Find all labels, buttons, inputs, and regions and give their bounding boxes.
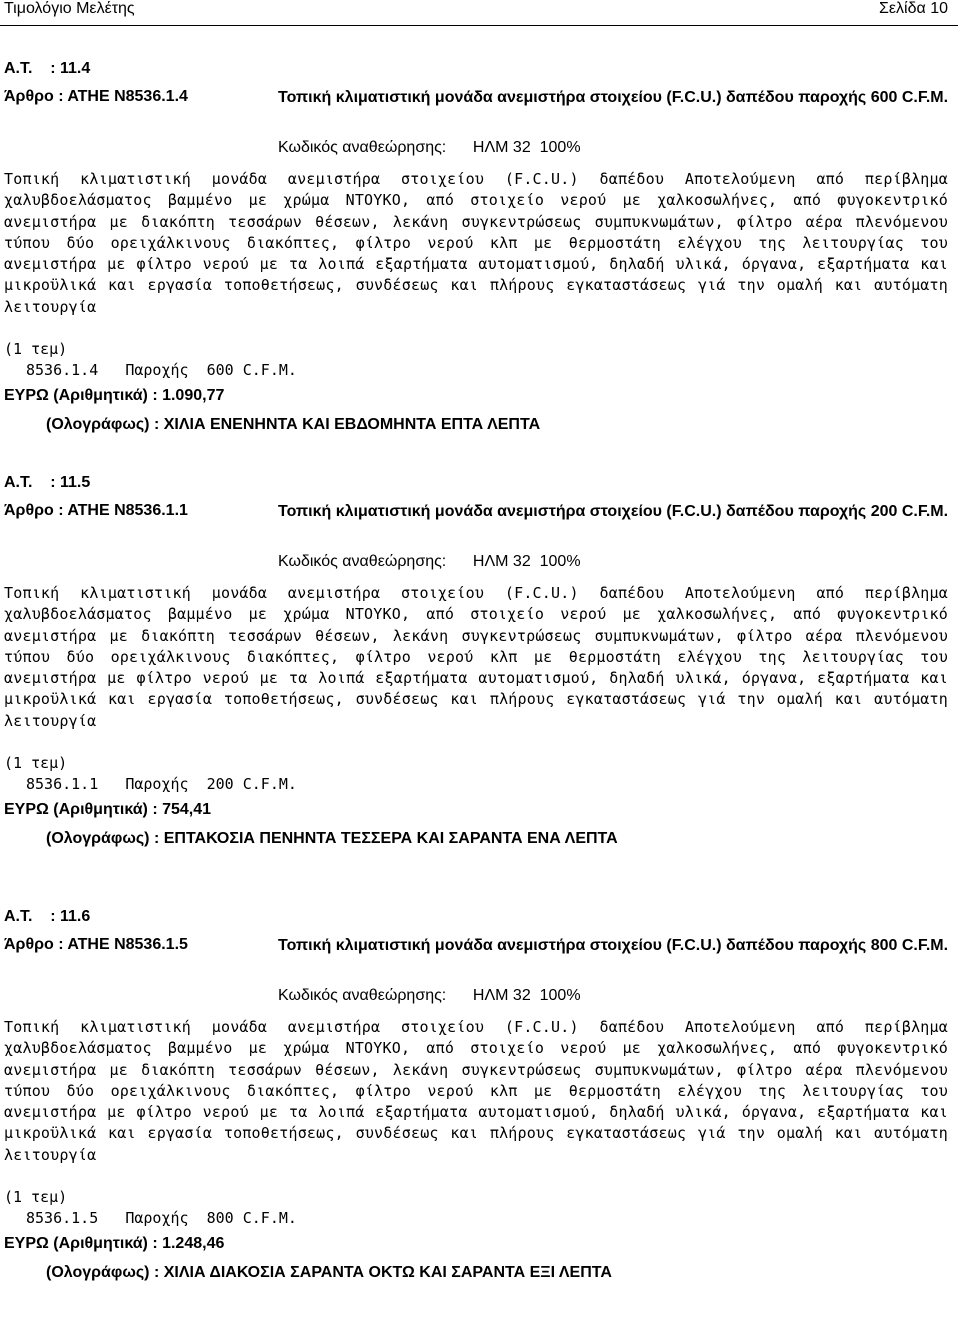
- page-header: [0, 0, 960, 28]
- price-item-11-6: [0, 908, 960, 1308]
- item-description: Τοπική κλιματιστική μονάδα ανεμιστήρα στοιχείου (F.C.U.) δαπέδου Αποτελούμενη από περίβλημα χαλυβδοελάσματος βαμμένο με χρώμα ΝΤΟΥΚΟ, από στοιχείο νερού με χαλκοσωλήνες, από φυγοκεντρικό ανεμιστήρα με διακόπτη τεσσάρων θέσεων, λεκάνη συγκεντρώσεως συμπυκνωμάτων, φίλτρο αέρα πλενόμενου τύπου δύο ορειχάλκινους διακόπτες, φίλτρο νερού κλπ με θερμοστάτη ελέγχου της λειτουργίας του ανεμιστήρα με φίλτρο νερού με τα λοιπά εξαρτήματα αυτοματισμού, δηλαδή υλικά, όργανα, εξαρτήματα και μικροϋλικά και εργασία τοποθετήσεως, συνδέσεως και πλήρους εγκαταστάσεως γιά την ομαλή και αυτόματη λειτουργία: [4, 584, 948, 730]
- item-code: 8536.1.1 Παροχής 200 C.F.M.: [26, 775, 297, 793]
- price-numeric: ΕΥΡΩ (Αριθμητικά) : 1.248,46: [4, 1235, 225, 1252]
- price-item-11-5: [0, 474, 960, 874]
- item-number: Α.Τ. : 11.5: [4, 474, 91, 491]
- revision-code: Κωδικός αναθεώρησης: ΗΛΜ 32 100%: [278, 139, 581, 156]
- price-numeric: ΕΥΡΩ (Αριθμητικά) : 1.090,77: [4, 387, 225, 404]
- item-title: Τοπική κλιματιστική μονάδα ανεμιστήρα στοιχείου (F.C.U.) δαπέδου παροχής 200 C.F.M.: [278, 503, 949, 520]
- price-in-words: (Ολογράφως) : ΧΙΛΙΑ ΕΝΕΝΗΝΤΑ ΚΑΙ ΕΒΔΟΜΗΝΤΑ ΕΠΤΑ ΛΕΠΤΑ: [46, 416, 541, 433]
- item-code: 8536.1.5 Παροχής 800 C.F.M.: [26, 1209, 297, 1227]
- revision-code: Κωδικός αναθεώρησης: ΗΛΜ 32 100%: [278, 987, 581, 1004]
- item-title: Τοπική κλιματιστική μονάδα ανεμιστήρα στοιχείου (F.C.U.) δαπέδου παροχής 600 C.F.M.: [278, 89, 949, 106]
- price-item-11-4: [0, 60, 960, 460]
- article-code: Άρθρο : ΑΤΗΕ Ν8536.1.4: [4, 88, 188, 105]
- item-code: 8536.1.4 Παροχής 600 C.F.M.: [26, 361, 297, 379]
- page-number: Σελίδα 10: [879, 0, 948, 17]
- price-in-words: (Ολογράφως) : ΕΠΤΑΚΟΣΙΑ ΠΕΝΗΝΤΑ ΤΕΣΣΕΡΑ ΚΑΙ ΣΑΡΑΝΤΑ ΕΝΑ ΛΕΠΤΑ: [46, 830, 618, 847]
- item-description: Τοπική κλιματιστική μονάδα ανεμιστήρα στοιχείου (F.C.U.) δαπέδου Αποτελούμενη από περίβλημα χαλυβδοελάσματος βαμμένο με χρώμα ΝΤΟΥΚΟ, από στοιχείο νερού με χαλκοσωλήνες, από φυγοκεντρικό ανεμιστήρα με διακόπτη τεσσάρων θέσεων, λεκάνη συγκεντρώσεως συμπυκνωμάτων, φίλτρο αέρα πλενόμενου τύπου δύο ορειχάλκινους διακόπτες, φίλτρο νερού κλπ με θερμοστάτη ελέγχου της λειτουργίας του ανεμιστήρα με φίλτρο νερού με τα λοιπά εξαρτήματα αυτοματισμού, δηλαδή υλικά, όργανα, εξαρτήματα και μικροϋλικά και εργασία τοποθετήσεως, συνδέσεως και πλήρους εγκαταστάσεως γιά την ομαλή και αυτόματη λειτουργία: [4, 170, 948, 316]
- revision-code: Κωδικός αναθεώρησης: ΗΛΜ 32 100%: [278, 553, 581, 570]
- item-description: Τοπική κλιματιστική μονάδα ανεμιστήρα στοιχείου (F.C.U.) δαπέδου Αποτελούμενη από περίβλημα χαλυβδοελάσματος βαμμένο με χρώμα ΝΤΟΥΚΟ, από στοιχείο νερού με χαλκοσωλήνες, από φυγοκεντρικό ανεμιστήρα με διακόπτη τεσσάρων θέσεων, λεκάνη συγκεντρώσεως συμπυκνωμάτων, φίλτρο αέρα πλενόμενου τύπου δύο ορειχάλκινους διακόπτες, φίλτρο νερού κλπ με θερμοστάτη ελέγχου της λειτουργίας του ανεμιστήρα με φίλτρο νερού με τα λοιπά εξαρτήματα αυτοματισμού, δηλαδή υλικά, όργανα, εξαρτήματα και μικροϋλικά και εργασία τοποθετήσεως, συνδέσεως και πλήρους εγκαταστάσεως γιά την ομαλή και αυτόματη λειτουργία: [4, 1018, 948, 1164]
- item-unit: (1 τεμ): [4, 754, 68, 772]
- price-numeric: ΕΥΡΩ (Αριθμητικά) : 754,41: [4, 801, 212, 818]
- item-title: Τοπική κλιματιστική μονάδα ανεμιστήρα στοιχείου (F.C.U.) δαπέδου παροχής 800 C.F.M.: [278, 937, 949, 954]
- price-in-words: (Ολογράφως) : ΧΙΛΙΑ ΔΙΑΚΟΣΙΑ ΣΑΡΑΝΤΑ ΟΚΤΩ ΚΑΙ ΣΑΡΑΝΤΑ ΕΞΙ ΛΕΠΤΑ: [46, 1264, 612, 1281]
- header-divider: [0, 25, 958, 26]
- article-code: Άρθρο : ΑΤΗΕ Ν8536.1.5: [4, 936, 188, 953]
- item-unit: (1 τεμ): [4, 1188, 68, 1206]
- document-title: Τιμολόγιο Μελέτης: [4, 0, 135, 17]
- article-code: Άρθρο : ΑΤΗΕ Ν8536.1.1: [4, 502, 188, 519]
- item-number: Α.Τ. : 11.4: [4, 60, 91, 77]
- item-unit: (1 τεμ): [4, 340, 68, 358]
- item-number: Α.Τ. : 11.6: [4, 908, 91, 925]
